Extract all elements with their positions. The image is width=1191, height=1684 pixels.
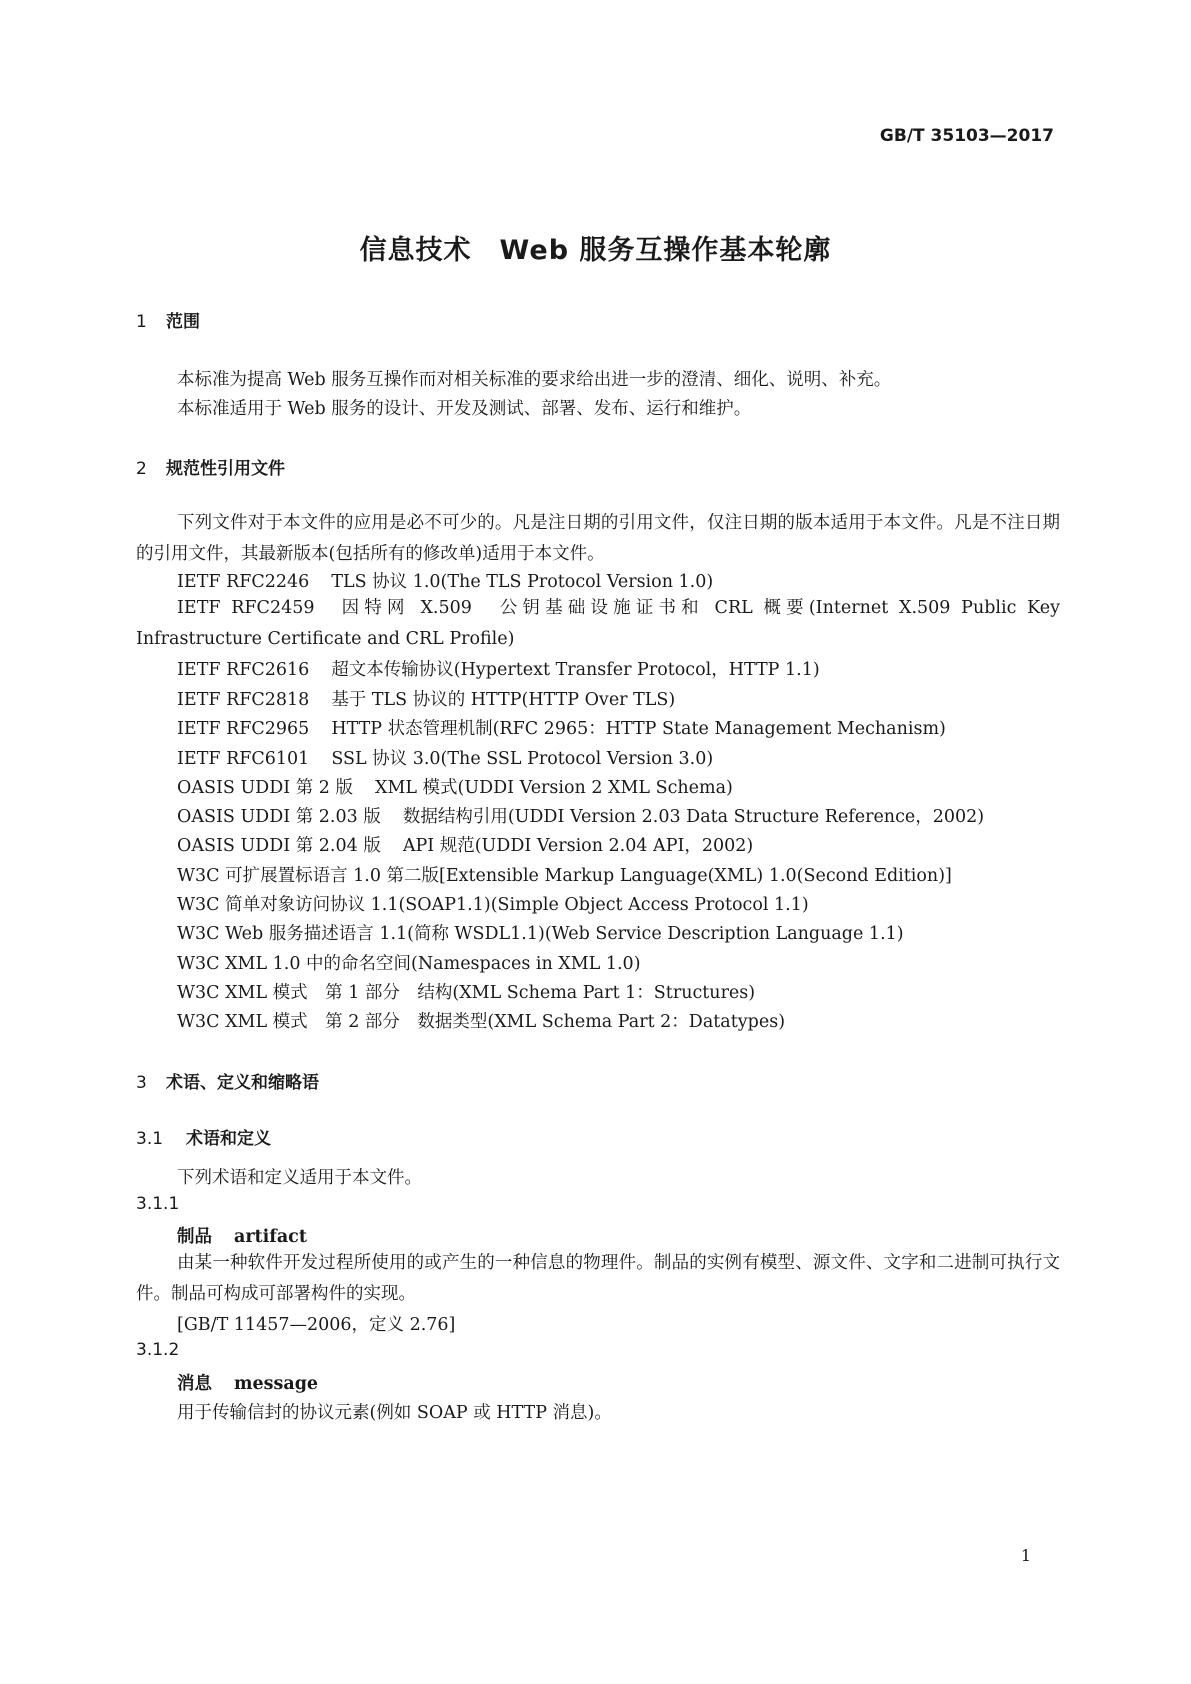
section-number: 1	[136, 312, 147, 332]
reference-item: W3C XML 1.0 中的命名空间(Namespaces in XML 1.0)	[177, 954, 641, 974]
document-title: 信息技术 Web 服务互操作基本轮廓	[359, 235, 832, 266]
term-entry	[177, 1370, 318, 1395]
paragraph: 本标准为提高 Web 服务互操作而对相关标准的要求给出进一步的澄清、细化、说明、补充。	[177, 370, 892, 390]
reference-title: XML 模式(UDDI Version 2 XML Schema)	[374, 778, 733, 798]
reference-title: 基于 TLS 协议的 HTTP(HTTP Over TLS)	[331, 690, 676, 710]
standard-number: GB/T 35103—2017	[879, 126, 1054, 146]
section-1-heading	[136, 307, 200, 332]
section-title: 术语、定义和缩略语	[166, 1073, 319, 1093]
subsection-3-1-heading	[136, 1124, 271, 1149]
reference-item: W3C 可扩展置标语言 1.0 第二版[Extensible Markup Language(XML) 1.0(Second Edition)]	[177, 866, 952, 886]
reference-id: IETF RFC2616	[177, 660, 310, 680]
paragraph: 下列术语和定义适用于本文件。	[177, 1168, 422, 1188]
term-definition: 由某一种软件开发过程所使用的或产生的一种信息的物理件。制品的实例有模型、源文件、文字和二进制可执行文件。制品可构成可部署构件的实现。	[136, 1253, 1060, 1304]
reference-title: 超文本传输协议(Hypertext Transfer Protocol，HTTP 1.1)	[331, 660, 820, 680]
reference-item	[177, 774, 733, 799]
reference-title: HTTP 状态管理机制(RFC 2965：HTTP State Management Mechanism)	[331, 719, 946, 739]
reference-item	[177, 686, 675, 711]
section-title: 范围	[166, 312, 200, 332]
reference-id: IETF RFC2818	[177, 690, 310, 710]
reference-item: W3C XML 模式 第 2 部分 数据类型(XML Schema Part 2：Datatypes)	[177, 1012, 786, 1032]
section-number: 2	[136, 459, 147, 479]
section-title: 规范性引用文件	[166, 459, 285, 479]
reference-item: W3C XML 模式 第 1 部分 结构(XML Schema Part 1：Structures)	[177, 983, 756, 1003]
term-number: 3.1.2	[136, 1340, 180, 1360]
reference-item	[177, 715, 946, 740]
reference-title: SSL 协议 3.0(The SSL Protocol Version 3.0)	[331, 749, 714, 769]
reference-item: W3C 简单对象访问协议 1.1(SOAP1.1)(Simple Object Access Protocol 1.1)	[177, 895, 809, 915]
reference-id: OASIS UDDI 第 2 版	[177, 778, 353, 798]
reference-title: TLS 协议 1.0(The TLS Protocol Version 1.0)	[331, 572, 714, 592]
reference-title: 因特网 X.509 公钥基础设施证书和 CRL 概要(Internet X.509 Public Key Infrastructure Certificate and CRL Profile)	[136, 598, 1060, 649]
reference-id: IETF RFC2246	[177, 572, 310, 592]
reference-item	[177, 745, 713, 770]
page-number: 1	[1020, 1546, 1031, 1565]
paragraph: 本标准适用于 Web 服务的设计、开发及测试、部署、发布、运行和维护。	[177, 399, 752, 419]
term-definition: 用于传输信封的协议元素(例如 SOAP 或 HTTP 消息)。	[177, 1403, 612, 1423]
reference-item	[177, 832, 753, 857]
reference-item	[177, 656, 820, 681]
paragraph: 下列文件对于本文件的应用是必不可少的。凡是注日期的引用文件，仅注日期的版本适用于本文件。凡是不注日期的引用文件，其最新版本(包括所有的修改单)适用于本文件。	[136, 513, 1060, 564]
reference-item	[177, 803, 984, 828]
term-source: [GB/T 11457—2006，定义 2.76]	[177, 1315, 456, 1335]
subsection-number: 3.1	[136, 1129, 164, 1149]
term-entry	[177, 1223, 307, 1248]
reference-title: API 规范(UDDI Version 2.04 API，2002)	[402, 836, 754, 856]
section-2-heading	[136, 454, 285, 479]
reference-id: OASIS UDDI 第 2.04 版	[177, 836, 381, 856]
section-3-heading	[136, 1068, 319, 1093]
reference-item	[177, 568, 713, 593]
term-zh: 消息	[177, 1374, 212, 1394]
reference-id: IETF RFC2459	[177, 598, 315, 618]
term-en: artifact	[234, 1227, 307, 1247]
reference-title: 数据结构引用(UDDI Version 2.03 Data Structure Reference，2002)	[402, 807, 985, 827]
reference-id: IETF RFC2965	[177, 719, 310, 739]
term-number: 3.1.1	[136, 1194, 180, 1214]
term-zh: 制品	[177, 1227, 212, 1247]
reference-item	[136, 593, 1060, 655]
reference-id: OASIS UDDI 第 2.03 版	[177, 807, 381, 827]
reference-id: IETF RFC6101	[177, 749, 310, 769]
term-en: message	[234, 1374, 319, 1394]
section-number: 3	[136, 1073, 147, 1093]
subsection-title: 术语和定义	[186, 1129, 271, 1149]
reference-item: W3C Web 服务描述语言 1.1(简称 WSDL1.1)(Web Service Description Language 1.1)	[177, 924, 904, 944]
